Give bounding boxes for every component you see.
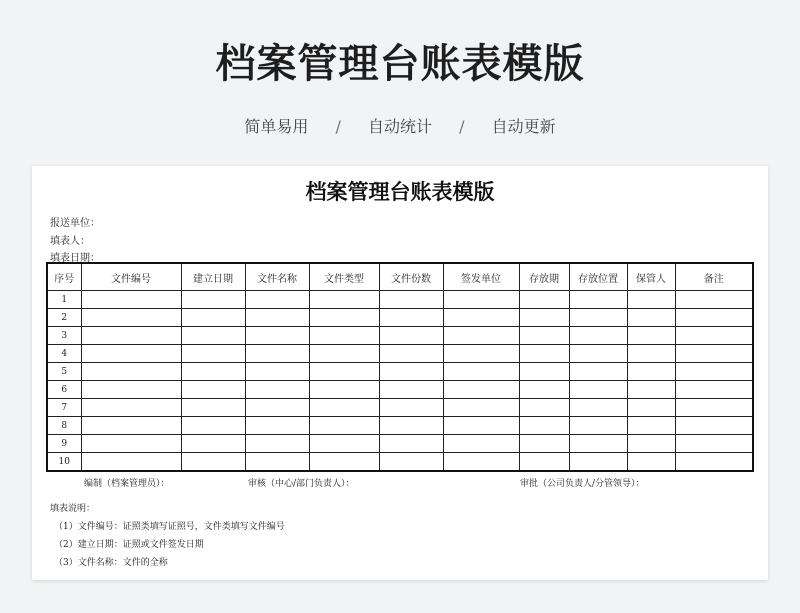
feature-separator: / xyxy=(459,117,465,136)
table-row xyxy=(47,453,753,472)
empty-cell xyxy=(627,435,675,453)
empty-cell xyxy=(309,417,379,435)
row-number-cell: 7 xyxy=(47,399,81,417)
table-row xyxy=(47,345,753,363)
empty-cell xyxy=(627,399,675,417)
table-row xyxy=(47,309,753,327)
empty-cell xyxy=(309,381,379,399)
empty-cell xyxy=(379,363,443,381)
empty-cell xyxy=(379,453,443,472)
column-header: 存放期 xyxy=(519,263,569,291)
empty-cell xyxy=(675,345,753,363)
table-row xyxy=(47,381,753,399)
signature-compiler: 编制（档案管理员）： xyxy=(84,479,170,489)
empty-cell xyxy=(519,453,569,472)
note-item: （2）建立日期：证照或文件签发日期 xyxy=(54,540,204,550)
empty-cell xyxy=(443,309,519,327)
notes-heading: 填表说明： xyxy=(50,504,96,514)
empty-cell xyxy=(443,291,519,309)
empty-cell xyxy=(569,399,627,417)
empty-cell xyxy=(569,309,627,327)
empty-cell xyxy=(379,417,443,435)
empty-cell xyxy=(379,291,443,309)
empty-cell xyxy=(443,345,519,363)
empty-cell xyxy=(309,399,379,417)
empty-cell xyxy=(245,327,309,345)
empty-cell xyxy=(627,327,675,345)
empty-cell xyxy=(81,417,181,435)
table-body xyxy=(47,291,753,472)
empty-cell xyxy=(309,327,379,345)
feature-auto-update: 自动更新 xyxy=(491,117,556,136)
empty-cell xyxy=(379,309,443,327)
column-header: 备注 xyxy=(675,263,753,291)
empty-cell xyxy=(245,345,309,363)
empty-cell xyxy=(181,399,245,417)
empty-cell xyxy=(245,291,309,309)
empty-cell xyxy=(519,291,569,309)
column-header: 建立日期 xyxy=(181,263,245,291)
empty-cell xyxy=(309,435,379,453)
empty-cell xyxy=(379,381,443,399)
row-number-cell: 3 xyxy=(47,327,81,345)
row-number-cell: 9 xyxy=(47,435,81,453)
column-header: 保管人 xyxy=(627,263,675,291)
empty-cell xyxy=(81,309,181,327)
empty-cell xyxy=(181,345,245,363)
feature-easy-to-use: 简单易用 xyxy=(244,117,309,136)
document-preview xyxy=(32,166,768,580)
empty-cell xyxy=(81,399,181,417)
empty-cell xyxy=(569,453,627,472)
empty-cell xyxy=(569,417,627,435)
column-header: 存放位置 xyxy=(569,263,627,291)
empty-cell xyxy=(443,399,519,417)
empty-cell xyxy=(675,435,753,453)
empty-cell xyxy=(181,435,245,453)
column-header: 文件类型 xyxy=(309,263,379,291)
empty-cell xyxy=(379,345,443,363)
table-row xyxy=(47,417,753,435)
empty-cell xyxy=(627,345,675,363)
row-number-cell: 8 xyxy=(47,417,81,435)
feature-auto-statistics: 自动统计 xyxy=(367,117,432,136)
row-number-cell: 2 xyxy=(47,309,81,327)
empty-cell xyxy=(181,453,245,472)
empty-cell xyxy=(245,435,309,453)
empty-cell xyxy=(81,291,181,309)
empty-cell xyxy=(519,399,569,417)
table-row xyxy=(47,327,753,345)
empty-cell xyxy=(569,345,627,363)
table-header-row xyxy=(47,263,753,291)
empty-cell xyxy=(309,291,379,309)
empty-cell xyxy=(181,363,245,381)
note-item: （1）文件编号：证照类填写证照号，文件类填写文件编号 xyxy=(54,522,285,532)
column-header: 序号 xyxy=(47,263,81,291)
table-row xyxy=(47,291,753,309)
signature-approver: 审批（公司负责人/分管领导）： xyxy=(520,479,645,489)
empty-cell xyxy=(627,453,675,472)
empty-cell xyxy=(443,327,519,345)
empty-cell xyxy=(569,291,627,309)
empty-cell xyxy=(181,417,245,435)
empty-cell xyxy=(379,435,443,453)
empty-cell xyxy=(627,363,675,381)
row-number-cell: 1 xyxy=(47,291,81,309)
empty-cell xyxy=(379,327,443,345)
table-row xyxy=(47,435,753,453)
empty-cell xyxy=(627,417,675,435)
meta-reporting-unit: 报送单位： xyxy=(50,218,100,229)
empty-cell xyxy=(81,363,181,381)
empty-cell xyxy=(627,309,675,327)
empty-cell xyxy=(81,327,181,345)
empty-cell xyxy=(443,417,519,435)
empty-cell xyxy=(81,435,181,453)
empty-cell xyxy=(181,381,245,399)
empty-cell xyxy=(519,435,569,453)
empty-cell xyxy=(519,363,569,381)
empty-cell xyxy=(443,435,519,453)
empty-cell xyxy=(519,381,569,399)
page-title: 档案管理台账表模版 xyxy=(215,41,585,87)
empty-cell xyxy=(519,417,569,435)
column-header: 签发单位 xyxy=(443,263,519,291)
empty-cell xyxy=(569,381,627,399)
empty-cell xyxy=(675,309,753,327)
empty-cell xyxy=(443,363,519,381)
empty-cell xyxy=(245,399,309,417)
empty-cell xyxy=(181,291,245,309)
feature-tagline xyxy=(0,114,800,137)
empty-cell xyxy=(245,363,309,381)
empty-cell xyxy=(675,327,753,345)
column-header: 文件名称 xyxy=(245,263,309,291)
row-number-cell: 4 xyxy=(47,345,81,363)
empty-cell xyxy=(675,399,753,417)
note-item: （3）文件名称：文件的全称 xyxy=(54,558,168,568)
column-header: 文件份数 xyxy=(379,263,443,291)
empty-cell xyxy=(309,363,379,381)
fill-instructions xyxy=(50,500,285,572)
empty-cell xyxy=(81,345,181,363)
empty-cell xyxy=(443,453,519,472)
empty-cell xyxy=(181,309,245,327)
signature-reviewer: 审核（中心/部门负责人）： xyxy=(248,479,355,489)
empty-cell xyxy=(519,327,569,345)
table-row xyxy=(47,363,753,381)
empty-cell xyxy=(675,417,753,435)
archive-ledger-table xyxy=(46,262,754,472)
row-number-cell: 6 xyxy=(47,381,81,399)
empty-cell xyxy=(245,309,309,327)
feature-separator: / xyxy=(335,117,341,136)
empty-cell xyxy=(519,309,569,327)
empty-cell xyxy=(569,435,627,453)
empty-cell xyxy=(181,327,245,345)
document-title: 档案管理台账表模版 xyxy=(305,179,495,204)
empty-cell xyxy=(569,363,627,381)
empty-cell xyxy=(309,345,379,363)
empty-cell xyxy=(443,381,519,399)
empty-cell xyxy=(627,381,675,399)
empty-cell xyxy=(675,291,753,309)
empty-cell xyxy=(81,381,181,399)
empty-cell xyxy=(309,453,379,472)
empty-cell xyxy=(245,453,309,472)
meta-fill-date: 填表日期： xyxy=(50,253,100,264)
empty-cell xyxy=(245,417,309,435)
empty-cell xyxy=(519,345,569,363)
empty-cell xyxy=(245,381,309,399)
column-header: 文件编号 xyxy=(81,263,181,291)
table-row xyxy=(47,399,753,417)
row-number-cell: 10 xyxy=(47,453,81,472)
empty-cell xyxy=(379,399,443,417)
empty-cell xyxy=(675,453,753,472)
row-number-cell: 5 xyxy=(47,363,81,381)
meta-filled-by: 填表人： xyxy=(50,236,90,247)
empty-cell xyxy=(569,327,627,345)
empty-cell xyxy=(675,363,753,381)
empty-cell xyxy=(675,381,753,399)
empty-cell xyxy=(81,453,181,472)
empty-cell xyxy=(309,309,379,327)
empty-cell xyxy=(627,291,675,309)
